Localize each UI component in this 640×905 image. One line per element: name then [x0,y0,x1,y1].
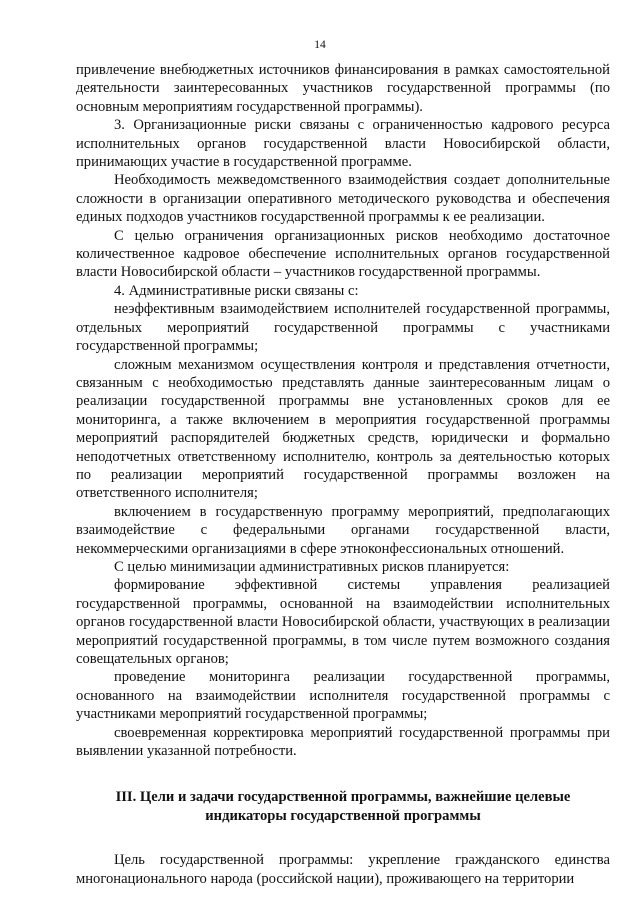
paragraph-federal-interaction: включением в государственную программу мероприятий, предполагающих взаимодействие с федеральными органами государственной власти, некоммерческими организациями в сфере этноконфессиональных отношений. [76,503,610,557]
paragraph-timely-adjustment: своевременная корректировка мероприятий государственной программы при выявлении указанной потребности. [76,724,610,760]
paragraph-organizational-risks: 3. Организационные риски связаны с ограниченностью кадрового ресурса исполнительных органов государственной власти Новосибирской области, принимающих участие в государственной программе. [76,117,610,171]
section-heading-line-1: III. Цели и задачи государственной программы, важнейшие целевые [115,789,571,806]
paragraph-funding-continuation: привлечение внебюджетных источников финансирования в рамках самостоятельной деятельности заинтересованных участников государственной программы (по основным мероприятиям государственной программы). [76,62,610,115]
paragraph-minimize-admin-risks: С целью минимизации административных рисков планируется: [114,558,510,575]
paragraph-complex-control-mechanism: сложным механизмом осуществления контроля и представления отчетности, связанным с необходимостью представлять данные заинтересованным лицам о реализации государственной программы вне установленных сроков для ее мониторинга, а также включением в мероприятия государственной программы мероприятий распорядителей бюджетных средств, юридически и формально неподотчетных ответственному исполнителю, контроль за деятельностью которых по реализации мероприятий государственной программы возложен на ответственного исполнителя; [76,356,610,502]
section-heading-line-2: индикаторы государственной программы [205,807,481,824]
paragraph-interagency-interaction: Необходимость межведомственного взаимодействия создает дополнительные сложности в организации оперативного методического руководства и обеспечения единых подходов участников государственной программы к ее реализации. [76,172,610,226]
paragraph-ineffective-interaction: неэффективным взаимодействием исполнителей государственной программы, отдельных мероприятий государственной программы с участниками государственной программы; [76,301,610,355]
paragraph-management-system: формирование эффективной системы управления реализацией государственной программы, основанной на взаимодействии исполнительных органов государственной власти Новосибирской области, участвующих в реализации мероприятий государственной программы, в том числе путем возможного создания совещательных органов; [76,577,610,667]
paragraph-limit-organizational-risks: С целью ограничения организационных рисков необходимо достаточное количественное кадровое обеспечение исполнительных органов государственной власти Новосибирской области – участников государственной программы. [76,227,610,281]
section-heading [76,788,610,825]
paragraph-program-goal: Цель государственной программы: укрепление гражданского единства многонационального народа (российской нации), проживающего на территории [76,852,610,887]
paragraph-administrative-risks-intro: 4. Административные риски связаны с: [114,282,359,299]
page-number: 14 [314,39,326,51]
paragraph-monitoring: проведение мониторинга реализации государственной программы, основанного на взаимодействии исполнителя государственной программы с участниками мероприятий государственной программы; [76,669,610,723]
document-body [76,61,610,888]
